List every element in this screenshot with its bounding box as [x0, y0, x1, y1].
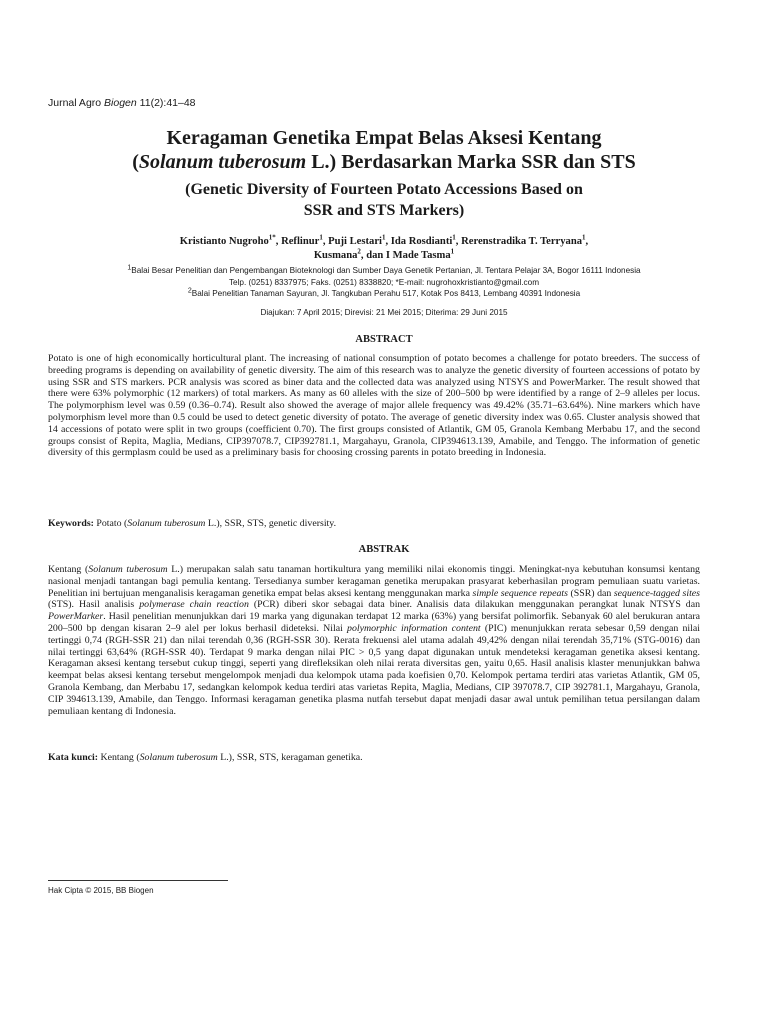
author-name: Ida Rosdianti	[390, 236, 453, 247]
author-name: dan I Made Tasma	[366, 250, 451, 261]
title-english-line1: (Genetic Diversity of Fourteen Potato Accessions Based on	[185, 181, 583, 198]
author-list-line2: Kusmana$^2$, dan I Made Tasma$^1$	[313, 247, 455, 261]
affiliation-2: $^2$Balai Penelitian Tanaman Sayuran, Jl. Tangkuban Perahu 517, Kotak Pos 8413, Lembang 40391 Indonesia	[187, 287, 581, 298]
copyright-notice: Hak Cipta © 2015, BB Biogen	[48, 886, 154, 895]
submission-dates: Diajukan: 7 April 2015; Direvisi: 21 Mei 2015; Diterima: 29 Juni 2015	[260, 308, 508, 317]
title-indonesian-line1: Keragaman Genetika Empat Belas Aksesi Kentang	[166, 127, 602, 149]
author-name: Puji Lestari	[328, 236, 382, 247]
journal-citation: Jurnal Agro Biogen 11(2):41–48	[48, 97, 196, 109]
author-list-line1: Kristianto Nugroho$^{1*}$, Reflinur$^1$, Puji Lestari$^1$, Ida Rosdianti$^1$, Rerenstradika T. Terryana$^1$,	[179, 233, 589, 247]
kata-kunci: Kata kunci: Kentang (Solanum tuberosum L.), SSR, STS, keragaman genetika.	[48, 752, 363, 763]
abstract-heading: ABSTRACT	[355, 334, 413, 345]
abstrak-body: Kentang (Solanum tuberosum L.) merupakan salah satu tanaman hortikultura yang memiliki nilai ekonomis tinggi. Meningkat-nya kebutuhan konsumsi kentang nasional menjadi tantangan bagi pemulia kentang. Tersedianya sumber keragaman genetika merupakan prasyarat keberhasilan program pemuliaan suatu varietas. Penelitian ini bertujuan menganalisis keragaman genetika empat belas aksesi kentang menggunakan marka simple sequence repeats (SSR) dan sequence-tagged sites (STS). Hasil analisis polymerase chain reaction (PCR) diberi skor sebagai data biner. Analisis data dilakukan menggunakan perangkat lunak NTSYS dan PowerMarker. Hasil penelitian menunjukkan dari 19 marka yang digunakan terdapat 12 marka (63%) yang bersifat polimorfik. Sebanyak 60 alel berukuran antara 200–500 bp dengan kisaran 2–9 alel per lokus berhasil dideteksi. Nilai polymorphic information content (PIC) menunjukkan rerata sebesar 0,59 dengan nilai tertinggi 0,74 (RGH-SSR 21) dan nilai terendah 0,36 (RGH-SSR 30). Rerata frekuensi alel utama adalah 49,42% dengan nilai terendah 35,71% (STG-0016) dan nilai tertinggi 63,64% (RGH-SSR 40). Terdapat 9 marka dengan nilai PIC > 0,5 yang dapat digunakan untuk mendeteksi keragaman genetika aksesi kentang. Keragaman aksesi kentang tersebut cukup tinggi, seperti yang direfleksikan oleh nilai rerata diversitas gen, yaitu 0,65. Hasil analisis klaster menunjukkan bahwa keempat belas aksesi kentang tersebut mengelompok menjadi dua kelompok utama pada koefisien 0,70. Kelompok pertama terdiri atas varietas Atlantik, GM 05, Granola Kembang, dan Merbabu 17, sedangkan kelompok kedua terdiri atas varietas Repita, Maglia, Medians, CIP 397078.7, CIP 392781.1, Margahayu, Granola, CIP 394613.139, Amabile, dan Tenggo. Informasi keragaman genetika plasma nutfah tersebut dapat menjadi dasar awal untuk pemilihan tetua persilangan dalam pemuliaan kentang di Indonesia.	[48, 564, 701, 717]
author-name: Kristianto Nugroho	[179, 236, 269, 247]
author-name: Reflinur	[281, 236, 320, 247]
author-name: Rerenstradika T. Terryana	[461, 236, 583, 247]
abstract-body: Potato is one of high economically horticultural plant. The increasing of national consumption of potato becomes a challenge for potato breeders. The success of breeding programs is depending on availability of genetic diversity. The aim of this research was to analyze the genetic diversity of fourteen accessions of potato by using SSR and STS markers. PCR analysis was scored as biner data and the collected data was analyzed using NTSYS and PowerMarker. The result showed that there were 63% polymorphic (12 markers) of total markers. As many as 60 alleles with the size of 200–500 bp were identified by a range of 2–9 alleles per locus. The polymorphism level was 0.59 (0.36–0.74). Result also showed the average of major allele frequency was 49.42% (35.71–63.64%). Nine markers which have polymorphism level more than 0.5 could be used to detect genetic diversity of potato. The average of genetic diversity index was 0.65. Cluster analysis showed that 14 accessions of potato were split in two groups (coefficient 0.70). The first groups consisted of Atlantik, GM 05, Granola Kembang Merbabu 17, and the second groups consist of Repita, Maglia, Medians, CIP397078.7, CIP392781.1, Margahayu, Granola, CIP394613.139, Amabile, and Tenggo. The information of genetic diversity of this germplasm could be used as a preliminary basis for choosing crossing parents in potato breeding in Indonesia.	[48, 353, 700, 459]
affiliation-1: $^1$Balai Besar Penelitian dan Pengembangan Bioteknologi dan Sumber Daya Genetik Pertanian, Jl. Tentara Pelajar 3A, Bogor 16111 Indonesia	[127, 264, 641, 275]
title-english-line2: SSR and STS Markers)	[303, 202, 465, 219]
footnote-divider	[48, 880, 228, 881]
title-indonesian-line2: (Solanum tuberosum L.) Berdasarkan Marka SSR dan STS	[132, 151, 636, 173]
keywords: Keywords: Potato (Solanum tuberosum L.), SSR, STS, genetic diversity.	[48, 518, 337, 529]
abstrak-heading: ABSTRAK	[358, 544, 410, 555]
contact-info: Telp. (0251) 8337975; Faks. (0251) 8338820; *E-mail: nugrohoxkristianto@gmail.com	[228, 278, 540, 287]
author-name: Kusmana	[313, 250, 358, 261]
